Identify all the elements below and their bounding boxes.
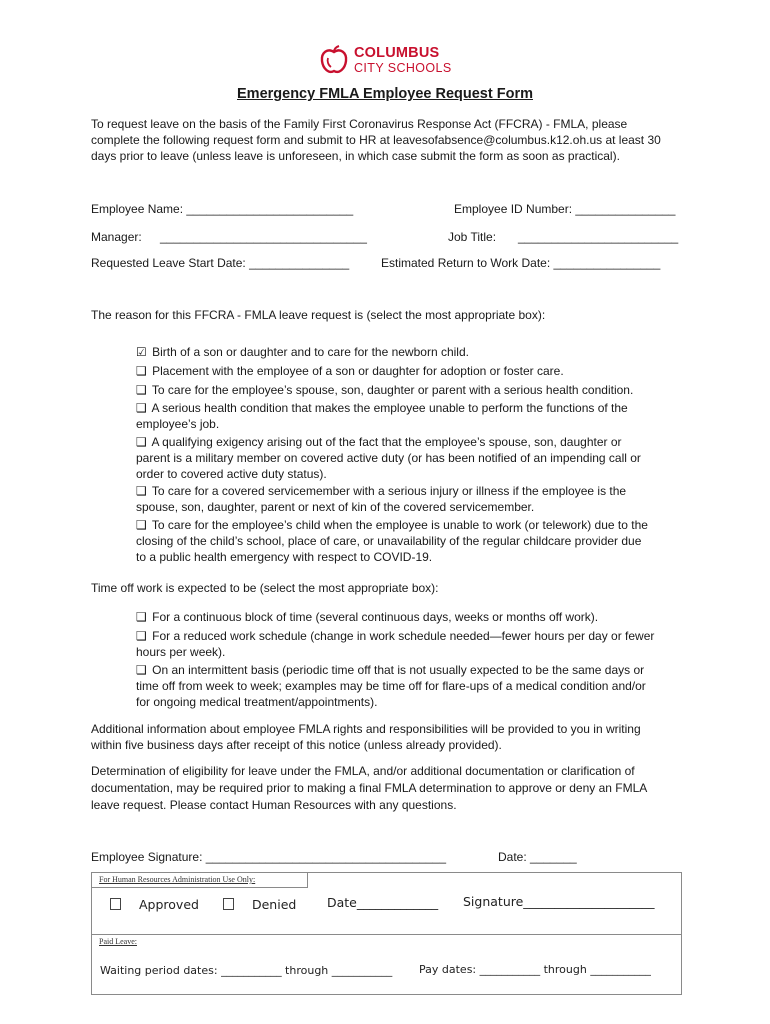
timeoff-option-reduced[interactable] [136, 628, 654, 644]
reason-heading: The reason for this FFCRA - FMLA leave request is (select the most appropriate box): [91, 308, 546, 322]
option-label-cont: hours per week). [136, 645, 226, 659]
checkbox-icon[interactable]: ❑ [136, 435, 147, 449]
hr-divider [92, 934, 681, 935]
option-label: For a reduced work schedule (change in work schedule needed—fewer hours per day or fewer [152, 629, 655, 643]
reason-option-health[interactable] [136, 400, 628, 416]
checkbox-icon[interactable]: ❑ [136, 383, 147, 397]
option-label: For a continuous block of time (several continuous days, weeks or months off work). [152, 610, 599, 624]
reason-option-placement[interactable] [136, 363, 564, 379]
hr-signature-field[interactable]: Signature_____________________ [463, 894, 655, 909]
approved-option[interactable] [110, 897, 199, 912]
denied-label: Denied [251, 897, 297, 912]
checkbox-icon[interactable]: ❑ [136, 629, 147, 643]
reason-option-covid-childcare[interactable] [136, 517, 648, 533]
option-label-cont: for ongoing medical treatment/appointments). [136, 695, 378, 709]
option-label-cont: time off from week to week; examples may be time off for flare-ups of a medical condition and/or [136, 679, 646, 693]
waiting-period-field[interactable]: Waiting period dates: ___________ through ___________ [100, 964, 393, 977]
option-label: To care for a covered servicemember with a serious injury or illness if the employee is the [151, 484, 627, 498]
determination-line2: documentation, may be required prior to making a final FMLA determination to approve or deny an FMLA [91, 781, 648, 795]
option-label: On an intermittent basis (periodic time off that is not usually expected to be the same days or [152, 663, 645, 677]
option-label: A serious health condition that makes the employee unable to perform the functions of the [151, 401, 628, 415]
employee-name-field[interactable]: Employee Name: _________________________ [91, 202, 354, 216]
paid-leave-label: Paid Leave: [99, 937, 137, 946]
checkbox-icon[interactable]: ❑ [136, 484, 147, 498]
job-title-label: Job Title: [448, 230, 497, 244]
option-label: To care for the employee’s child when the employee is unable to work (or telework) due to the [151, 518, 648, 532]
reason-option-exigency[interactable] [136, 434, 622, 450]
hr-header-label: For Human Resources Administration Use Only: [99, 875, 256, 884]
additional-info-line2: within five business days after receipt of this notice (unless already provided). [91, 738, 502, 752]
checkbox-icon[interactable]: ❑ [136, 610, 147, 624]
manager-label: Manager: [91, 230, 142, 244]
determination-line3: leave request. Please contact Human Resources with any questions. [91, 798, 457, 812]
return-date-field[interactable]: Estimated Return to Work Date: ________________ [381, 256, 661, 270]
option-label: A qualifying exigency arising out of the fact that the employee’s spouse, son, daughter or [151, 435, 622, 449]
option-label-cont: closing of the child’s school, place of care, or unavailability of the regular childcare provider due [136, 534, 642, 548]
option-label-cont: employee’s job. [136, 417, 220, 431]
approved-checkbox-icon[interactable] [110, 898, 121, 910]
hr-date-field[interactable]: Date_____________ [327, 895, 439, 910]
intro-line3: days prior to leave (unless leave is unforeseen, in which case submit the form as soon as practical). [91, 149, 620, 163]
option-label: Placement with the employee of a son or daughter for adoption or foster care. [152, 364, 564, 378]
timeoff-option-continuous[interactable] [136, 609, 598, 625]
checkbox-checked-icon[interactable]: ☑ [136, 345, 147, 359]
option-label-cont: order to covered active duty status). [136, 467, 327, 481]
checkbox-icon[interactable]: ❑ [136, 518, 147, 532]
signature-date-field[interactable]: Date: _______ [498, 850, 577, 864]
timeoff-option-intermittent[interactable] [136, 662, 644, 678]
employee-signature-field[interactable]: Employee Signature: ____________________________________ [91, 850, 446, 864]
option-label: To care for the employee’s spouse, son, daughter or parent with a serious health condition. [151, 383, 634, 397]
intro-line2: complete the following request form and submit to HR at leavesofabsence@columbus.k12.oh.us at least 30 [91, 133, 661, 147]
option-label-cont: parent is a military member on covered active duty (or has been notified of an impending call or [136, 451, 641, 465]
reason-option-spouse-care[interactable] [136, 382, 633, 398]
reason-option-birth[interactable] [136, 344, 469, 360]
columbus-logo [318, 42, 458, 78]
pay-dates-field[interactable]: Pay dates: ___________ through ___________ [419, 963, 651, 976]
reason-option-servicemember[interactable] [136, 483, 626, 499]
intro-line1: To request leave on the basis of the Family First Coronavirus Response Act (FFCRA) - FMLA, please [91, 117, 628, 131]
additional-info-line1: Additional information about employee FMLA rights and responsibilities will be provided to you in writing [91, 722, 641, 736]
option-label-cont: spouse, son, daughter, parent or next of kin of the covered servicemember. [136, 500, 535, 514]
approved-label: Approved [138, 897, 199, 912]
denied-checkbox-icon[interactable] [223, 898, 234, 910]
form-title: Emergency FMLA Employee Request Form [237, 86, 533, 102]
leave-start-date-field[interactable]: Requested Leave Start Date: _______________ [91, 256, 350, 270]
apple-logo-icon [318, 44, 350, 76]
denied-option[interactable] [223, 897, 296, 912]
hr-use-only-box [91, 872, 682, 995]
employee-id-field[interactable]: Employee ID Number: _______________ [454, 202, 676, 216]
checkbox-icon[interactable]: ❑ [136, 663, 147, 677]
determination-line1: Determination of eligibility for leave under the FMLA, and/or additional documentation or clarification of [91, 764, 635, 778]
logo-line2: CITY SCHOOLS [354, 61, 452, 75]
option-label-cont: to a public health emergency with respect to COVID-19. [136, 550, 433, 564]
timeoff-heading: Time off work is expected to be (select the most appropriate box): [91, 581, 439, 595]
checkbox-icon[interactable]: ❑ [136, 364, 147, 378]
manager-field[interactable]: _______________________________ [160, 230, 367, 244]
checkbox-icon[interactable]: ❑ [136, 401, 147, 415]
job-title-field[interactable]: ________________________ [518, 230, 679, 244]
logo-line1: COLUMBUS [354, 44, 440, 61]
option-label: Birth of a son or daughter and to care for the newborn child. [152, 345, 469, 359]
